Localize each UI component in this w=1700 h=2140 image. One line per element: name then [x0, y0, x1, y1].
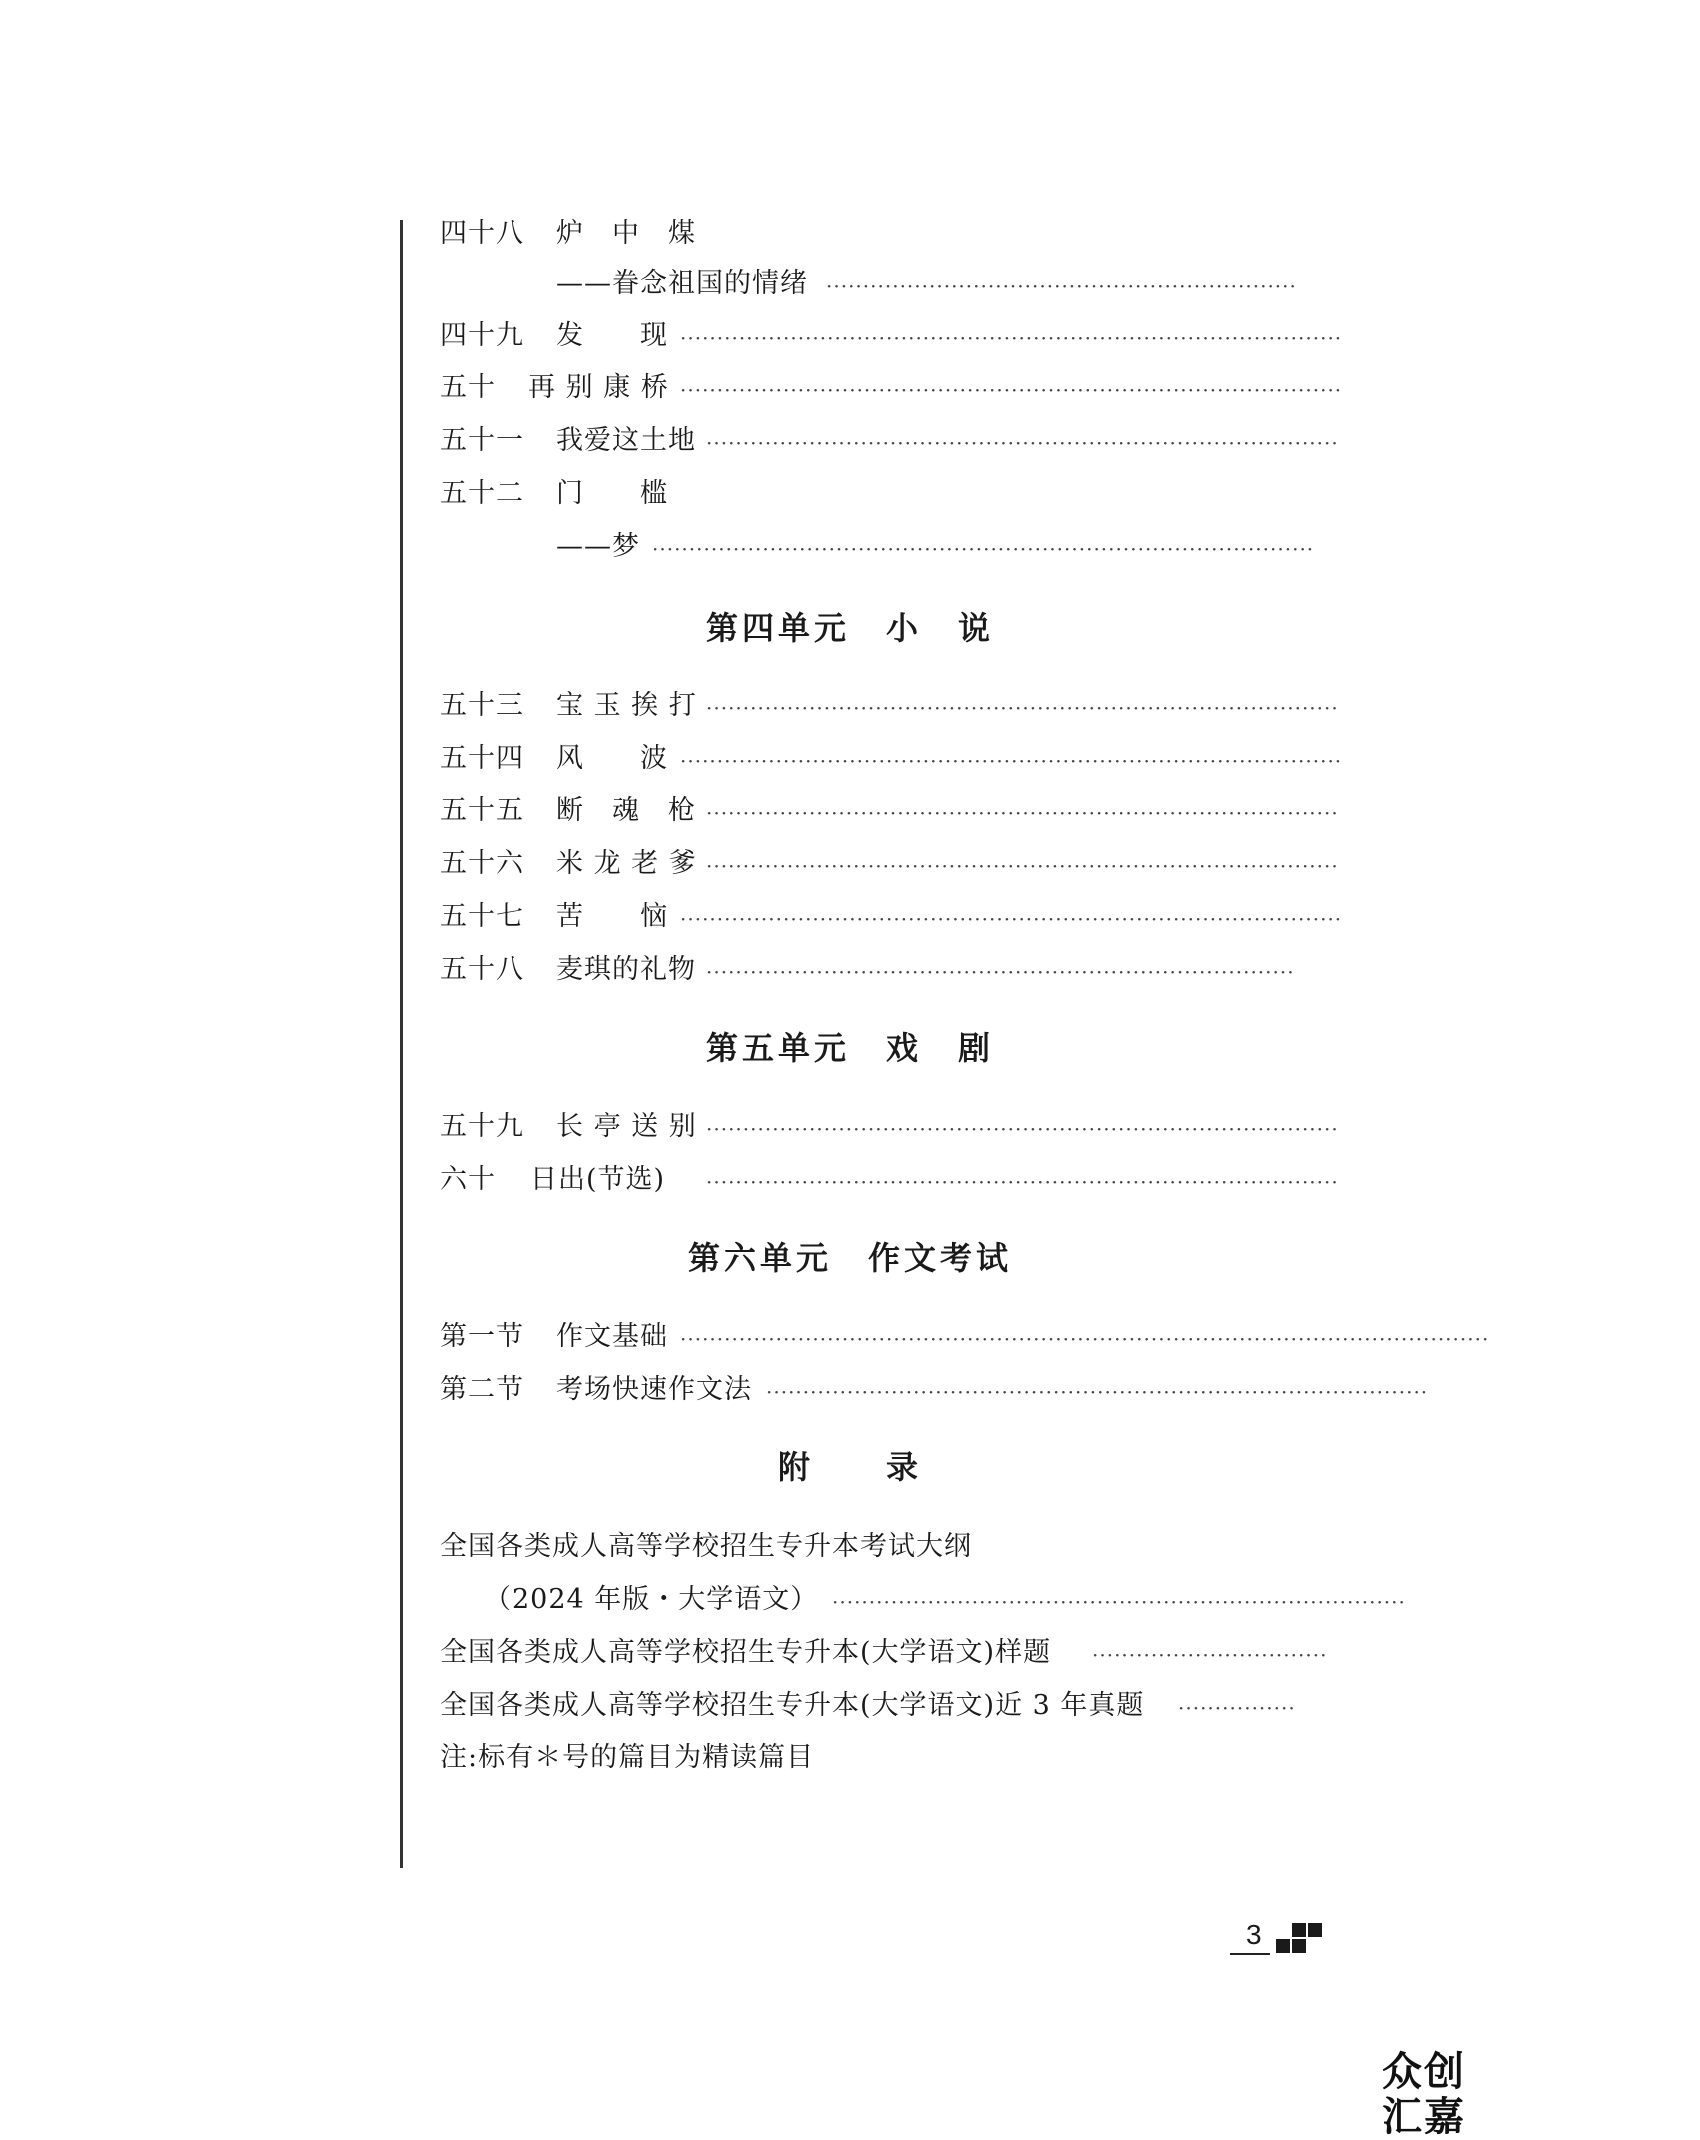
entry-number: 四十八 — [440, 218, 524, 249]
leader-dots: ················ — [1178, 1696, 1296, 1720]
watermark-logo: 众创汇嘉 — [1382, 2049, 1466, 2140]
entry-title: 日出(节选) — [530, 1164, 666, 1195]
leader-dots: ·························································································· — [680, 326, 1343, 350]
entry-title: 考场快速作文法 — [556, 1374, 752, 1405]
entry-title: 门 槛 — [556, 478, 668, 509]
unit-heading: 第五单元 戏 剧 — [705, 1029, 994, 1067]
leader-dots: ······················································································ — [706, 696, 1339, 720]
page-number-marker — [1230, 1917, 1330, 1965]
leader-dots: ······················································································ — [706, 854, 1339, 878]
entry-title: 我爱这土地 — [556, 425, 696, 456]
page-number-underline — [1230, 1953, 1270, 1955]
unit-heading: 第四单元 小 说 — [705, 609, 994, 647]
entry-title: 作文基础 — [556, 1321, 668, 1352]
entry-number: 五十七 — [440, 901, 524, 932]
leader-dots: ································ — [1092, 1643, 1328, 1667]
leader-dots: ······················································································ — [706, 431, 1339, 455]
entry-number: 五十六 — [440, 848, 524, 879]
leader-dots: ·············································································································· — [680, 1327, 1490, 1351]
leader-dots: ······················································································ — [706, 801, 1339, 825]
entry-title: 风 波 — [556, 743, 668, 774]
leader-dots: ·························································································· — [652, 537, 1315, 561]
entry-number: 第二节 — [440, 1374, 524, 1405]
entry-subtitle: ——梦 — [556, 531, 640, 562]
leader-dots: ································································ — [826, 274, 1297, 298]
leader-dots: ······················································································ — [706, 1117, 1339, 1141]
entry-title: 发 现 — [556, 320, 668, 351]
entry-title: 苦 恼 — [556, 901, 668, 932]
decor-square-icon — [1276, 1939, 1290, 1953]
entry-number: 第一节 — [440, 1321, 524, 1352]
entry-number: 五十三 — [440, 690, 524, 721]
page-number: 3 — [1246, 1919, 1262, 1950]
entry-subtitle: ——眷念祖国的情绪 — [556, 268, 808, 299]
entry-title: 再 别 康 桥 — [528, 372, 669, 403]
entry-number: 四十九 — [440, 320, 524, 351]
leader-dots: ·························································································· — [680, 749, 1343, 773]
leader-dots: ·············································································· — [832, 1590, 1406, 1614]
decor-square-icon — [1292, 1939, 1306, 1953]
appendix-heading: 附 录 — [777, 1448, 922, 1486]
leader-dots: ·························································································· — [766, 1380, 1429, 1404]
entry-number: 五十五 — [440, 795, 524, 826]
decor-square-icon — [1292, 1923, 1306, 1937]
entry-number: 五十二 — [440, 478, 524, 509]
entry-number: 五十四 — [440, 743, 524, 774]
leader-dots: ·························································································· — [680, 907, 1343, 931]
entry-number: 五十九 — [440, 1111, 524, 1142]
entry-title: 宝 玉 挨 打 — [556, 690, 697, 721]
entry-title: 炉 中 煤 — [556, 218, 696, 249]
entry-number: 五十一 — [440, 425, 524, 456]
entry-number: 五十 — [440, 372, 496, 403]
entry-title: 麦琪的礼物 — [556, 954, 696, 985]
appendix-title: 全国各类成人高等学校招生专升本考试大纲 — [440, 1531, 972, 1562]
footnote-text: 注:标有＊号的篇目为精读篇目 — [440, 1742, 815, 1773]
entry-title: 长 亭 送 别 — [556, 1111, 697, 1142]
entry-number: 六十 — [440, 1164, 496, 1195]
appendix-title: 全国各类成人高等学校招生专升本(大学语文)近 3 年真题 — [440, 1690, 1145, 1721]
entry-number: 五十八 — [440, 954, 524, 985]
appendix-subtitle: （2024 年版・大学语文） — [484, 1584, 819, 1615]
decor-square-icon — [1308, 1923, 1322, 1937]
appendix-title: 全国各类成人高等学校招生专升本(大学语文)样题 — [440, 1637, 1052, 1668]
entry-title: 米 龙 老 爹 — [556, 848, 697, 879]
leader-dots: ······················································································ — [706, 1170, 1339, 1194]
leader-dots: ················································································ — [706, 960, 1295, 984]
entry-title: 断 魂 枪 — [556, 795, 696, 826]
unit-heading: 第六单元 作文考试 — [687, 1239, 1012, 1277]
leader-dots: ·························································································· — [680, 378, 1343, 402]
